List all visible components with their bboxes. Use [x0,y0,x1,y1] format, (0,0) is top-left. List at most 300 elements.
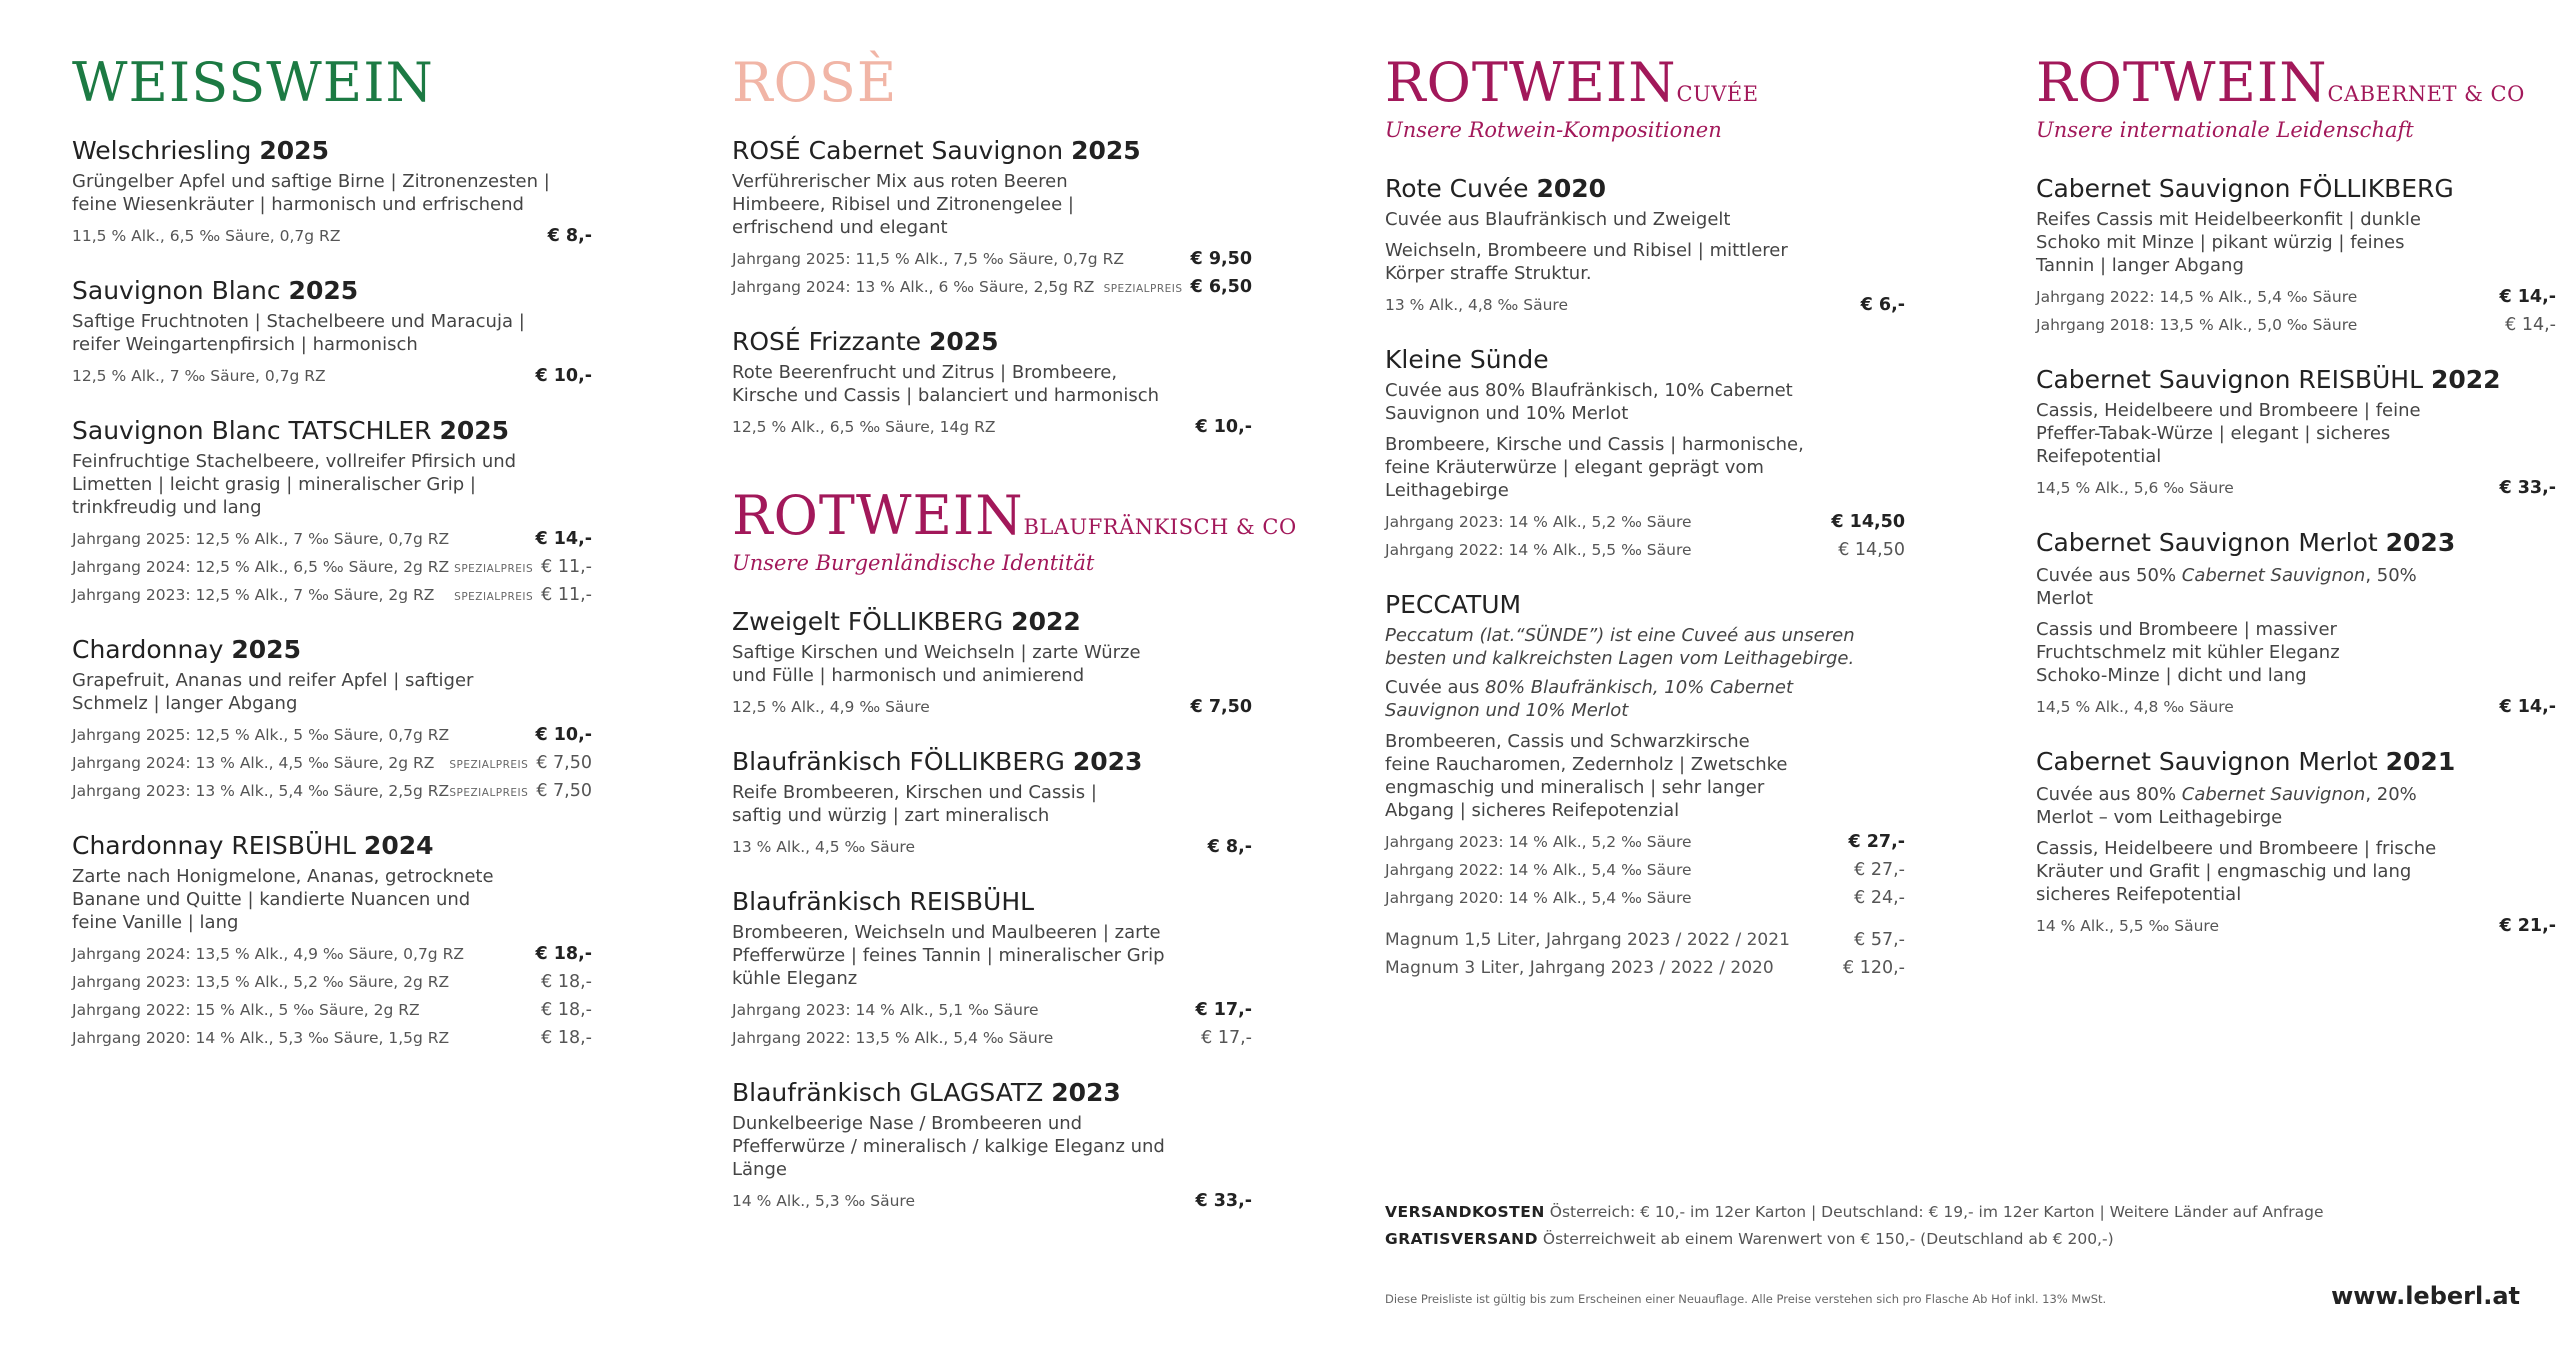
description-line: Zarte nach Honigmelone, Ananas, getrocknete [72,866,494,887]
spec-text: Jahrgang 2023: 14 % Alk., 5,2 ‰ Säure [1385,833,1692,851]
wine-name-text: Sauvignon Blanc TATSCHLER [72,416,432,445]
description-line: Schoko mit Minze | pikant würzig | feines [2036,232,2405,253]
spec-row [732,417,1252,437]
spec-text: Jahrgang 2018: 13,5 % Alk., 5,0 ‰ Säure [2036,316,2358,334]
magnum-row [1385,930,1905,950]
description-line: engmaschig und mineralisch | sehr langer [1385,777,1765,798]
description-line: Verführerischer Mix aus roten Beeren [732,171,1068,192]
description-line: Cuvée aus 80% Blaufränkisch, 10% Cabernet [1385,380,1793,401]
wine-vintage: 2025 [439,416,510,445]
column-cabernet [2036,51,2556,936]
wine-description [732,781,1252,827]
wine-name [72,831,592,861]
price-group [1848,832,1905,852]
wine-item [2036,365,2556,498]
wine-name [732,1078,1252,1108]
description-line: und Fülle | harmonisch und animierend [732,665,1085,686]
spec-text: 12,5 % Alk., 4,9 ‰ Säure [732,698,930,716]
spec-row [72,725,592,745]
section-title-sub: CUVÉE [1676,82,1759,106]
wine-name [1385,174,1905,204]
spec-text: Jahrgang 2025: 11,5 % Alk., 7,5 ‰ Säure, 0,7g RZ [732,250,1124,268]
wine-vintage: 2025 [259,136,329,165]
special-price-tag: SPEZIALPREIS [1103,283,1183,295]
wine-name [732,136,1252,166]
section-title-sub: BLAUFRÄNKISCH & CO [1023,515,1297,539]
wine-name [732,327,1252,357]
wine-name-text: Sauvignon Blanc [72,276,281,305]
wine-item [1385,590,1905,978]
price-group [1191,249,1252,269]
spec-row [72,781,592,801]
column-cuvee [1385,51,1905,978]
wine-description [732,361,1252,407]
price: € 8,- [1207,837,1252,857]
wine-name-text: Cabernet Sauvignon REISBÜHL [2036,365,2423,394]
magnum-row [1385,958,1905,978]
spec-row [72,753,592,773]
blend-part: , 50% [2365,565,2417,586]
price-group [1861,295,1905,315]
spec-text: 12,5 % Alk., 7 ‰ Säure, 0,7g RZ [72,367,326,385]
wine-name [2036,747,2556,777]
blend-part: 80% Blaufränkisch, 10% Cabernet [1485,677,1794,698]
wine-name [732,887,1252,917]
wine-name-text: Blaufränkisch GLAGSATZ [732,1078,1044,1107]
price-group [535,944,592,964]
rose-list [732,136,1252,437]
price-group [2499,287,2556,307]
price: € 27,- [1848,832,1905,852]
blend-part: Merlot [2036,588,2094,609]
description-line: Reifes Cassis mit Heidelbeerkonfit | dunkle [2036,209,2421,230]
wine-name-text: Cabernet Sauvignon Merlot [2036,747,2378,776]
price: € 14,- [2499,697,2556,717]
cabernet-list [2036,174,2556,936]
price: € 10,- [1195,417,1252,437]
price: € 9,50 [1190,249,1252,269]
wine-name [2036,365,2556,395]
wine-vintage: 2023 [1051,1078,1121,1107]
price: € 6,50 [1190,277,1252,297]
special-price-tag: SPEZIALPREIS [449,759,529,771]
price-group [548,226,592,246]
spec-text: Jahrgang 2024: 13,5 % Alk., 4,9 ‰ Säure, 0,7g RZ [72,945,464,963]
description-line: Länge [732,1159,787,1180]
price: € 14,50 [1831,512,1905,532]
wine-vintage: 2023 [1072,747,1143,776]
spec-row [2036,315,2556,335]
spec-row [72,529,592,549]
description-line: Brombeeren, Cassis und Schwarzkirsche [1385,731,1750,752]
wine-vintage: 2025 [929,327,999,356]
price-group [454,557,592,577]
wine-item [732,607,1252,717]
section-subtitle-blaufraenkisch: Unsere Burgenländische Identität [732,551,1095,575]
price: € 7,50 [1190,697,1252,717]
spec-row [1385,888,1905,908]
wine-item [72,276,592,386]
spec-row [1385,512,1905,532]
weisswein-list [72,136,592,1048]
wine-name [1385,345,1905,375]
spec-text: Jahrgang 2023: 12,5 % Alk., 7 ‰ Säure, 2g RZ [72,586,435,604]
section-title-blaufraenkisch [732,484,1297,547]
spec-text: Jahrgang 2024: 12,5 % Alk., 6,5 ‰ Säure, 2g RZ [72,558,450,576]
price: € 7,50 [536,753,592,773]
description-line: Peccatum (lat.“SÜNDE”) ist eine Cuveé aus unseren [1385,625,1855,646]
price-group [535,725,592,745]
price-group [1854,888,1905,908]
description-line: Pfefferwürze | feines Tannin | mineralischer Grip [732,945,1165,966]
special-price-tag: SPEZIALPREIS [454,591,534,603]
description-line: saftig und würzig | zart mineralisch [732,805,1050,826]
wine-name-text: Chardonnay [72,635,224,664]
wine-name [72,276,592,306]
spec-text: 13 % Alk., 4,8 ‰ Säure [1385,296,1569,314]
description-line: erfrischend und elegant [732,217,948,238]
description-line: Grapefruit, Ananas und reifer Apfel | saftiger [72,670,474,691]
price-group [1838,540,1905,560]
wine-name-text: Blaufränkisch FÖLLIKBERG [732,747,1065,776]
wine-name-text: Chardonnay REISBÜHL [72,831,356,860]
description-line: Leithagebirge [1385,480,1509,501]
description-line: feine Raucharomen, Zedernholz | Zwetschke [1385,754,1788,775]
spec-row [1385,832,1905,852]
spec-text: 14,5 % Alk., 4,8 ‰ Säure [2036,698,2234,716]
wine-description [1385,239,1905,285]
description-line: besten und kalkreichsten Lagen vom Leithagebirge. [1385,648,1855,669]
free-shipping-text: Österreichweit ab einem Warenwert von € 150,- (Deutschland ab € 200,-) [1537,1230,2114,1248]
wine-description [1385,624,1905,670]
wine-item [732,136,1252,297]
price-group [1104,277,1252,297]
price: € 14,50 [1838,540,1905,560]
spec-row [732,1000,1252,1020]
wine-item [72,635,592,801]
wine-description [1385,433,1905,502]
wine-blend-description [2036,564,2556,610]
description-line: Dunkelbeerige Nase / Brombeeren und [732,1113,1083,1134]
price-group [535,529,592,549]
blend-part: Cabernet Sauvignon [2181,565,2366,586]
blend-part: , 20% [2365,784,2417,805]
wine-name-text: ROSÉ Cabernet Sauvignon [732,136,1064,165]
wine-vintage: 2023 [2385,528,2456,557]
special-price-tag: SPEZIALPREIS [454,563,534,575]
description-line: Rote Beerenfrucht und Zitrus | Brombeere, [732,362,1118,383]
description-line: Sauvignon und 10% Merlot [1385,403,1629,424]
spec-text: Jahrgang 2022: 14,5 % Alk., 5,4 ‰ Säure [2036,288,2358,306]
special-price-tag: SPEZIALPREIS [449,787,529,799]
spec-row [1385,295,1905,315]
wine-name-text: Zweigelt FÖLLIKBERG [732,607,1004,636]
wine-description [2036,618,2556,687]
blend-part: Sauvignon und 10% Merlot [1385,700,1629,721]
section-title-weisswein: WEISSWEIN [72,51,434,114]
wine-description [732,1112,1252,1181]
description-line: kühle Eleganz [732,968,858,989]
spec-row [732,1191,1252,1211]
section-subtitle-cuvee: Unsere Rotwein-Kompositionen [1385,118,1722,142]
wine-item [732,327,1252,437]
description-line: Limetten | leicht grasig | mineralischer Grip | [72,474,476,495]
price: € 18,- [541,972,592,992]
description-line: Kräuter und Grafit | engmaschig und lang [2036,861,2412,882]
spec-text: Jahrgang 2022: 13,5 % Alk., 5,4 ‰ Säure [732,1029,1054,1047]
description-line: Banane und Quitte | kandierte Nuancen und [72,889,471,910]
spec-row [72,226,592,246]
description-line: Reife Brombeeren, Kirschen und Cassis | [732,782,1097,803]
description-line: Cassis, Heidelbeere und Brombeere | feine [2036,400,2421,421]
column-rose-blaufraenkisch [732,51,1297,1211]
description-line: Cuvée aus Blaufränkisch und Zweigelt [1385,209,1731,230]
shipping-cost-text: Österreich: € 10,- im 12er Karton | Deutschland: € 19,- im 12er Karton | Weitere Länder auf Anfrage [1544,1203,2324,1221]
price: € 33,- [1195,1191,1252,1211]
spec-text: Jahrgang 2025: 12,5 % Alk., 5 ‰ Säure, 0,7g RZ [72,726,450,744]
wine-item [72,831,592,1048]
spec-row [72,944,592,964]
price-group [454,585,592,605]
price: € 33,- [2499,478,2556,498]
wine-vintage: 2025 [231,635,301,664]
description-line: Körper straffe Struktur. [1385,263,1592,284]
wine-description [1385,208,1905,231]
wine-vintage: 2021 [2385,747,2456,776]
column-weisswein [72,51,592,1048]
wine-description [732,170,1252,239]
spec-text: Jahrgang 2022: 14 % Alk., 5,5 ‰ Säure [1385,541,1692,559]
wine-description [72,310,592,356]
wine-item [2036,174,2556,335]
spec-text: Jahrgang 2024: 13 % Alk., 4,5 ‰ Säure, 2g RZ [72,754,435,772]
price-group [2499,478,2556,498]
wine-item [1385,174,1905,315]
wine-item [72,136,592,246]
wine-name [1385,590,1905,620]
spec-text: Jahrgang 2023: 14 % Alk., 5,2 ‰ Säure [1385,513,1692,531]
wine-name-text: Cabernet Sauvignon FÖLLIKBERG [2036,174,2454,203]
wine-item [732,887,1252,1048]
price: € 17,- [1195,1000,1252,1020]
price: € 21,- [2499,916,2556,936]
blend-part: Cuvée aus 80% [2036,784,2182,805]
section-title-sub: CABERNET & CO [2327,82,2525,106]
price: € 18,- [541,1000,592,1020]
wine-description [732,921,1252,990]
magnum-price: € 57,- [1854,930,1905,950]
section-blaufraenkisch [732,484,1297,1211]
description-line: Tannin | langer Abgang [2036,255,2244,276]
blend-part: Cuvée aus 50% [2036,565,2182,586]
wine-item [2036,747,2556,936]
spec-text: Jahrgang 2024: 13 % Alk., 6 ‰ Säure, 2,5g RZ [732,278,1095,296]
wine-name-text: ROSÉ Frizzante [732,327,922,356]
description-line: Saftige Kirschen und Weichseln | zarte Würze [732,642,1141,663]
spec-text: Jahrgang 2022: 15 % Alk., 5 ‰ Säure, 2g RZ [72,1001,420,1019]
spec-text: Jahrgang 2020: 14 % Alk., 5,4 ‰ Säure [1385,889,1692,907]
spec-text: 12,5 % Alk., 6,5 ‰ Säure, 14g RZ [732,418,996,436]
description-line: Fruchtschmelz mit kühler Eleganz [2036,642,2340,663]
spec-text: Jahrgang 2023: 13 % Alk., 5,4 ‰ Säure, 2,5g RZ [72,782,450,800]
wine-blend-description [1385,676,1905,722]
blaufraenkisch-list [732,607,1252,1211]
spec-row [1385,540,1905,560]
price: € 27,- [1854,860,1905,880]
section-title-main: ROTWEIN [1385,51,1677,114]
spec-row [1385,860,1905,880]
wine-blend-description [2036,783,2556,829]
shipping-cost-line [1385,1203,2520,1221]
wine-description [1385,379,1905,425]
spec-row [72,585,592,605]
wine-vintage: 2024 [363,831,434,860]
price: € 10,- [535,725,592,745]
price-group [1208,837,1252,857]
price-group [2499,916,2556,936]
description-line: Cassis, Heidelbeere und Brombeere | frische [2036,838,2437,859]
wine-name [2036,174,2556,204]
free-shipping-label: GRATISVERSAND [1385,1230,1538,1248]
wine-name [72,635,592,665]
description-line: Kirsche und Cassis | balanciert und harmonisch [732,385,1160,406]
description-line: Abgang | sicheres Reifepotenzial [1385,800,1680,821]
wine-name-text: Welschriesling [72,136,252,165]
section-title-main: ROTWEIN [732,484,1024,547]
price: € 14,- [2499,287,2556,307]
spec-row [732,249,1252,269]
wine-name [72,416,592,446]
spec-text: 13 % Alk., 4,5 ‰ Säure [732,838,916,856]
description-line: Saftige Fruchtnoten | Stachelbeere und Maracuja | [72,311,525,332]
description-line: feine Wiesenkräuter | harmonisch und erfrischend [72,194,524,215]
spec-row [72,1028,592,1048]
wine-vintage: 2020 [1536,174,1607,203]
price: € 10,- [535,366,592,386]
section-title-rose: ROSÈ [732,51,898,114]
price: € 6,- [1860,295,1905,315]
cuvee-list [1385,174,1905,978]
wine-name [732,747,1252,777]
free-shipping-line [1385,1230,2520,1248]
spec-row [732,697,1252,717]
wine-description [2036,399,2556,468]
wine-description [2036,837,2556,906]
spec-row [2036,916,2556,936]
legal-note: Diese Preisliste ist gültig bis zum Erscheinen einer Neuauflage. Alle Preise verstehen sich pro Flasche Ab Hof inkl. 13% MwSt. [1385,1292,2107,1306]
wine-description [732,641,1252,687]
wine-item [732,747,1252,857]
price: € 18,- [535,944,592,964]
section-title-main: ROTWEIN [2036,51,2328,114]
spec-row [72,366,592,386]
price-group [449,781,592,801]
price: € 14,- [2505,315,2556,335]
price-group [1831,512,1905,532]
price-group [535,366,592,386]
wine-name [732,607,1252,637]
description-line: Cassis und Brombeere | massiver [2036,619,2337,640]
price-group [1195,417,1252,437]
spec-row [72,972,592,992]
wine-name-text: Kleine Sünde [1385,345,1549,374]
wine-item [2036,528,2556,717]
price-group [541,972,592,992]
wine-name [2036,528,2556,558]
description-line: Schoko-Minze | dicht und lang [2036,665,2307,686]
wine-name-text: PECCATUM [1385,590,1522,619]
description-line: Brombeeren, Weichseln und Maulbeeren | zarte [732,922,1161,943]
blend-part: Cuvée aus [1385,677,1486,698]
price: € 8,- [547,226,592,246]
spec-row [732,277,1252,297]
shipping-info [1385,1203,2520,1248]
spec-row [2036,287,2556,307]
price: € 14,- [535,529,592,549]
wine-vintage: 2022 [1011,607,1081,636]
spec-row [732,1028,1252,1048]
wine-vintage: 2022 [2430,365,2501,394]
spec-text: Jahrgang 2020: 14 % Alk., 5,3 ‰ Säure, 1,5g RZ [72,1029,450,1047]
description-line: feine Kräuterwürze | elegant geprägt vom [1385,457,1764,478]
wine-vintage: 2025 [1071,136,1141,165]
wine-description [72,450,592,519]
magnum-price: € 120,- [1843,958,1905,978]
description-line: feine Vanille | lang [72,912,239,933]
wine-item [1385,345,1905,560]
price-group [541,1028,592,1048]
blend-part: Merlot – vom Leithagebirge [2036,807,2283,828]
wine-item [72,416,592,605]
wine-description [72,865,592,934]
spec-row [732,837,1252,857]
wine-description [72,170,592,216]
description-line: Brombeere, Kirsche und Cassis | harmonische, [1385,434,1804,455]
price-group [2499,697,2556,717]
shipping-cost-label: VERSANDKOSTEN [1385,1203,1545,1221]
spec-text: 11,5 % Alk., 6,5 ‰ Säure, 0,7g RZ [72,227,341,245]
spec-text: 14 % Alk., 5,5 ‰ Säure [2036,917,2220,935]
price-group [1191,697,1252,717]
spec-row [72,1000,592,1020]
wine-name-text: Cabernet Sauvignon Merlot [2036,528,2378,557]
price-group [1854,860,1905,880]
wine-name-text: Blaufränkisch REISBÜHL [732,887,1035,916]
website-link[interactable]: www.leberl.at [2331,1282,2520,1310]
price-group [1195,1000,1252,1020]
magnum-text: Magnum 1,5 Liter, Jahrgang 2023 / 2022 / 2021 [1385,930,1790,950]
description-line: Pfefferwürze / mineralisch / kalkige Eleganz und [732,1136,1165,1157]
price: € 18,- [541,1028,592,1048]
spec-row [2036,478,2556,498]
description-line: sicheres Reifepotential [2036,884,2242,905]
wine-description [2036,208,2556,277]
description-line: Reifepotential [2036,446,2162,467]
price-group [541,1000,592,1020]
spec-text: 14,5 % Alk., 5,6 ‰ Säure [2036,479,2234,497]
price: € 24,- [1854,888,1905,908]
spec-text: Jahrgang 2023: 13,5 % Alk., 5,2 ‰ Säure, 2g RZ [72,973,450,991]
wine-vintage: 2025 [288,276,359,305]
spec-row [72,557,592,577]
description-line: Pfeffer-Tabak-Würze | elegant | sicheres [2036,423,2391,444]
spec-row [2036,697,2556,717]
price: € 17,- [1201,1028,1252,1048]
description-line: Weichseln, Brombeere und Ribisel | mittlerer [1385,240,1788,261]
price-group [1195,1191,1252,1211]
price-group [449,753,592,773]
spec-text: 14 % Alk., 5,3 ‰ Säure [732,1192,916,1210]
